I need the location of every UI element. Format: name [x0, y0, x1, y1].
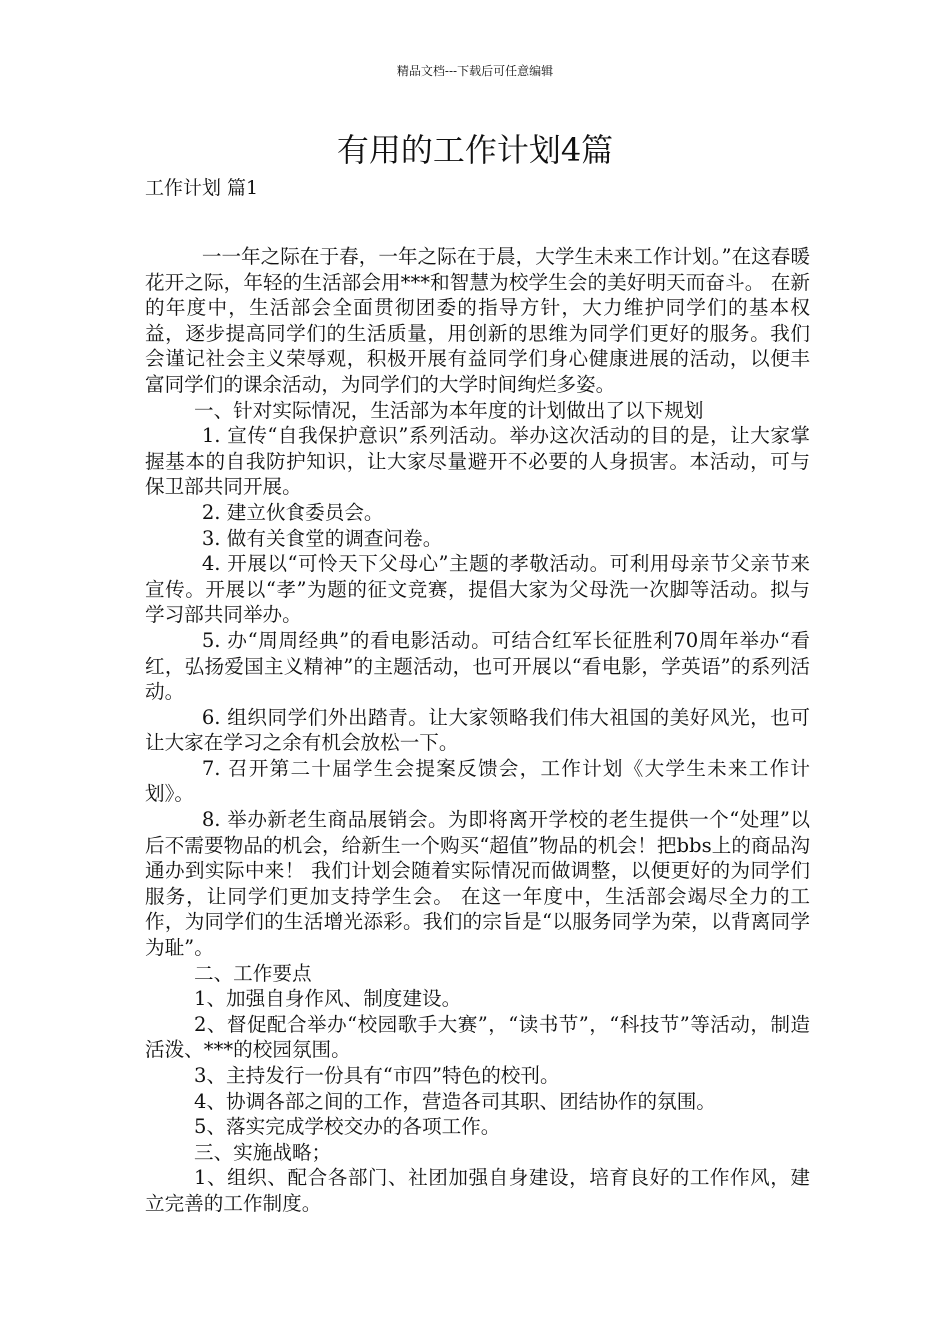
- list-item-3: 3. 做有关食堂的调查问卷。: [201, 526, 443, 550]
- list-item-2: 2. 建立伙食委员会。: [201, 500, 384, 524]
- list-item-7: 7. 召开第二十届学生会提案反馈会，工作计划《大学生未来工作计划》。: [145, 756, 810, 806]
- list-item-6: 6. 组织同学们外出踏青。让大家领略我们伟大祖国的美好风光，也可让大家在学习之余有机会放松一下。: [145, 705, 810, 755]
- key-point-4: 4、协调各部之间的工作，营造各司其职、团结协作的氛围。: [194, 1089, 716, 1113]
- paragraph-intro: 一一年之际在于春，一年之际在于晨，大学生未来工作计划。”在这春暖花开之际，年轻的生活部会用***和智慧为校学生会的美好明天而奋斗。 在新的年度中，生活部会全面贯彻团委的指导方针，大力维护同学们的基本权益，逐步提高同学们的生活质量，用创新的思维为同学们更好的服务。我们会谨记社会主义荣辱观，积极开展有益同学们身心健康进展的活动，以便丰富同学们的课余活动，为同学们的大学时间绚烂多姿。: [145, 245, 810, 396]
- document-title: 有用的工作计划4篇: [336, 131, 614, 169]
- key-point-1: 1、加强自身作风、制度建设。: [194, 987, 462, 1011]
- document-body: [145, 244, 810, 1217]
- list-item-1: 1. 宣传“自我保护意识”系列活动。举办这次活动的目的是，让大家掌握基本的自我防护知识，让大家尽量避开不必要的人身损害。本活动，可与保卫部共同开展。: [145, 424, 810, 499]
- key-point-2: 2、督促配合举办“校园歌手大赛”，“读书节”，“科技节”等活动，制造活泼、***的校园氛围。: [145, 1012, 810, 1062]
- list-item-8: 8. 举办新老生商品展销会。为即将离开学校的老生提供一个“处理”以后不需要物品的机会，给新生一个购买“超值”物品的机会！把bbs上的商品沟通办到实际中来！ 我们计划会随着实际情况而做调整，以便更好的为同学们服务，让同学们更加支持学生会。 在这一年度中，生活部会竭尽全力的工作，为同学们的生活增光添彩。我们的宗旨是“以服务同学为荣，以背离同学为耻”。: [145, 808, 810, 960]
- strategy-item-1: 1、组织、配合各部门、社团加强自身建设，培育良好的工作作风，建立完善的工作制度。: [145, 1166, 810, 1215]
- section-heading-2: 二、工作要点: [194, 961, 312, 985]
- list-item-4: 4. 开展以“可怜天下父母心”主题的孝敬活动。可利用母亲节父亲节来宣传。开展以“孝”为题的征文竞赛，提倡大家为父母洗一次脚等活动。拟与学习部共同举办。: [145, 552, 810, 627]
- section-subtitle: 工作计划 篇1: [145, 177, 259, 199]
- page-header: 精品文档---下载后可任意编辑: [396, 64, 554, 78]
- key-point-5: 5、落实完成学校交办的各项工作。: [194, 1115, 501, 1139]
- section-heading-1: 一、针对实际情况，生活部为本年度的计划做出了以下规划: [194, 398, 704, 422]
- list-item-5: 5. 办“周周经典”的看电影活动。可结合红军长征胜利70周年举办“看红，弘扬爱国主义精神”的主题活动，也可开展以“看电影，学英语”的系列活动。: [145, 628, 810, 704]
- key-point-3: 3、主持发行一份具有“市四”特色的校刊。: [194, 1064, 560, 1087]
- section-heading-3: 三、实施战略；: [194, 1140, 332, 1164]
